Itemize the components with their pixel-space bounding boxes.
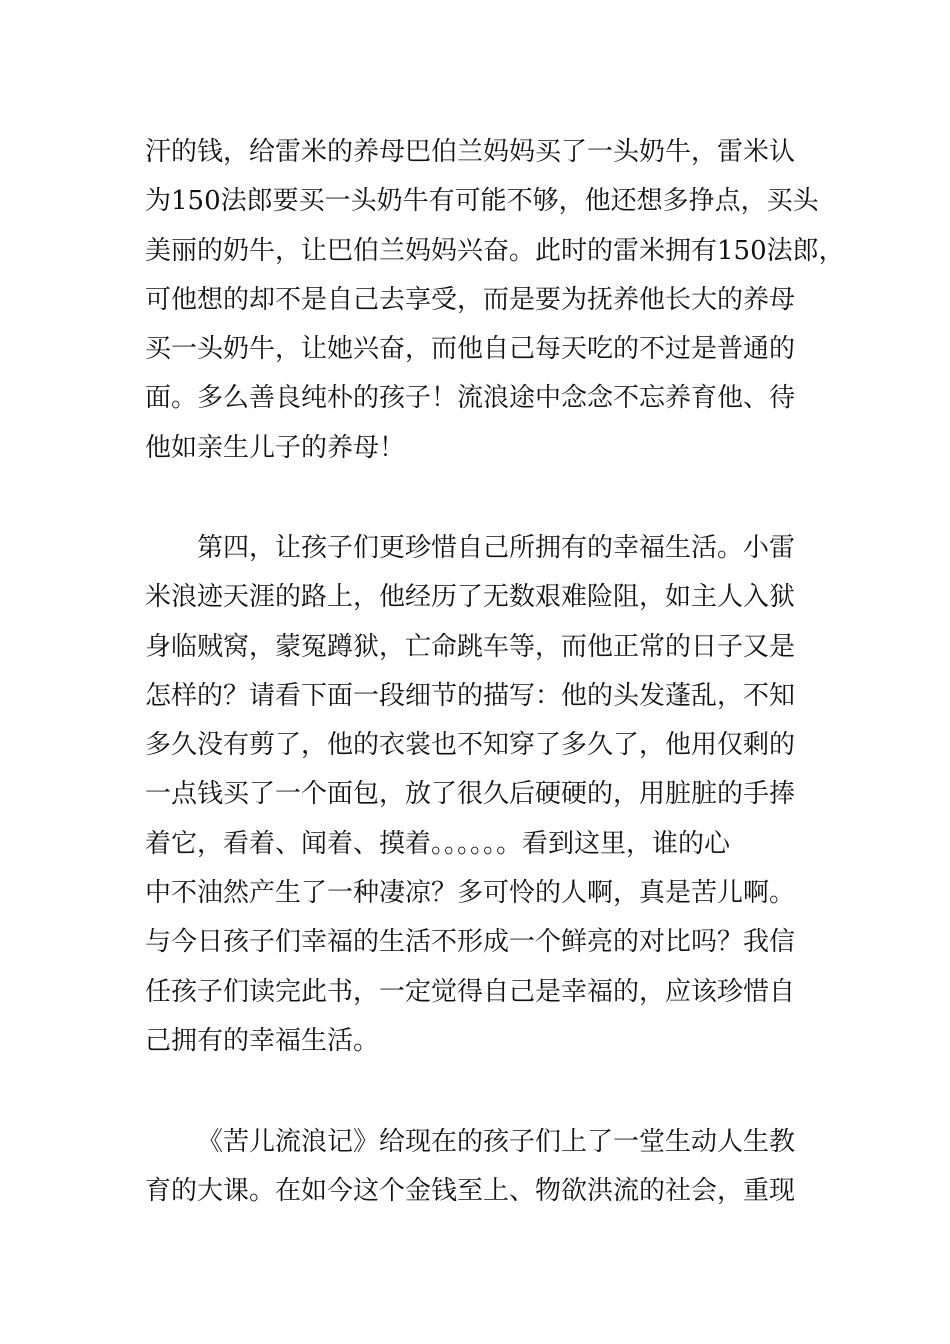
text-line: 面。多么善良纯朴的孩子！流浪途中念念不忘养育他、待 — [145, 383, 796, 414]
text-line: 己拥有的幸福生活。 — [145, 1025, 380, 1056]
text-line: 怎样的？请看下面一段细节的描写：他的头发蓬乱，不知 — [145, 680, 796, 711]
text-line: 汗的钱，给雷米的养母巴伯兰妈妈买了一头奶牛，雷米认 — [145, 137, 796, 167]
paragraph-2 — [145, 524, 835, 1066]
text-line: 第四，让孩子们更珍惜自己所拥有的幸福生活。小雷 — [197, 533, 796, 563]
text-line: 任孩子们读完此书，一定觉得自己是幸福的，应该珍惜自 — [145, 976, 796, 1007]
text-line: 米浪迹天涯的路上，他经历了无数艰难险阻，如主人入狱 — [145, 582, 796, 613]
paragraph-3 — [145, 1118, 835, 1217]
paragraph-1 — [145, 128, 845, 473]
text-line: 可他想的却不是自己去享受，而是要为抚养他长大的养母 — [145, 284, 796, 315]
text-line: 为150法郎要买一头奶牛有可能不够，他还想多挣点，买头 — [145, 186, 819, 217]
text-line: 育的大课。在如今这个金钱至上、物欲洪流的社会，重现 — [145, 1176, 796, 1207]
text-line: 他如亲生儿子的养母！ — [145, 432, 406, 463]
text-line: 中不油然产生了一种凄凉？多可怜的人啊，真是苦儿啊。 — [145, 878, 796, 909]
text-line: 着它，看着、闻着、摸着。。。。。。看到这里，谁的心 — [145, 828, 731, 859]
text-line: 买一头奶牛，让她兴奋，而他自己每天吃的不过是普通的 — [145, 334, 796, 365]
text-line: 美丽的奶牛，让巴伯兰妈妈兴奋。此时的雷米拥有150法郎， — [145, 235, 845, 266]
text-line: 一点钱买了一个面包，放了很久后硬硬的，用脏脏的手捧 — [145, 779, 796, 810]
text-line: 《苦儿流浪记》给现在的孩子们上了一堂生动人生教 — [197, 1127, 796, 1157]
text-line: 与今日孩子们幸福的生活不形成一个鲜亮的对比吗？我信 — [145, 927, 796, 958]
text-line: 身临贼窝，蒙冤蹲狱，亡命跳车等，而他正常的日子又是 — [145, 631, 796, 662]
text-line: 多久没有剪了，他的衣裳也不知穿了多久了，他用仅剩的 — [145, 730, 796, 761]
